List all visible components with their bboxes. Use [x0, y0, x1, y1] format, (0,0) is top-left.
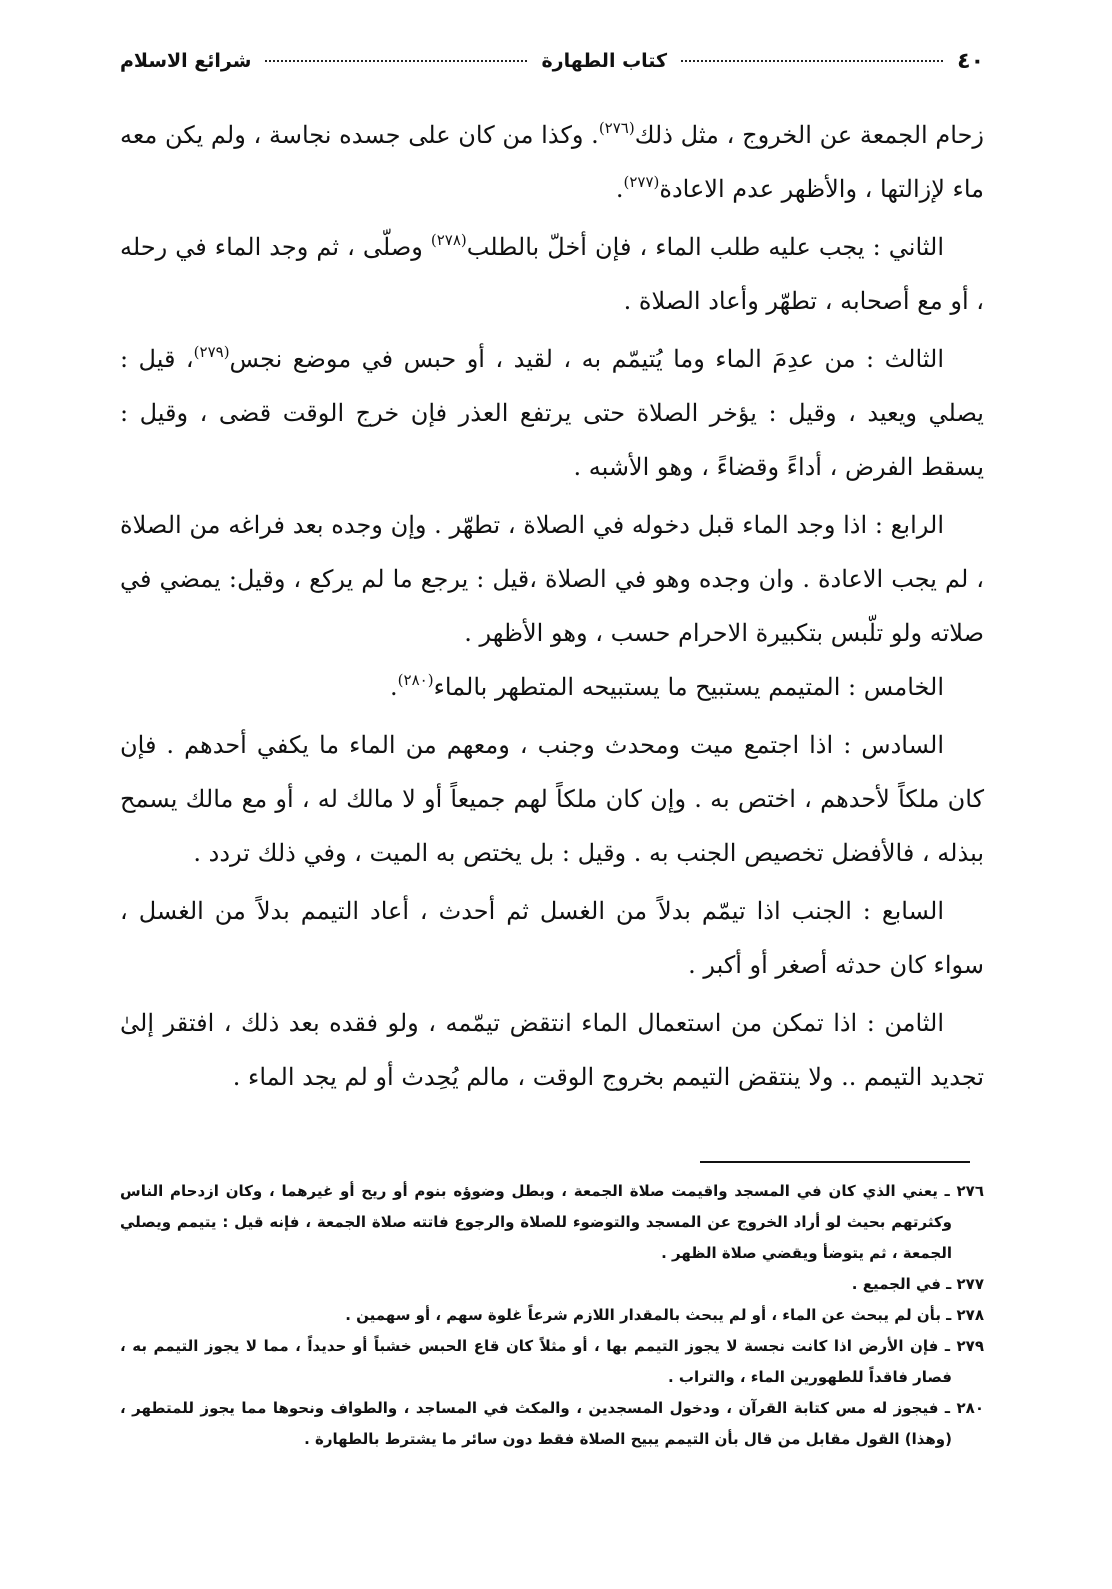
text-run: وصلّى ، ثم وجد الماء في رحله ، أو مع أصحابه ، تطهّر وأعاد الصلاة .: [120, 233, 984, 315]
footnote-ref-280[interactable]: (٢٨٠): [397, 671, 434, 689]
text-run: الثاني : يجب عليه طلب الماء ، فإن أخلّ بالطلب: [466, 233, 944, 261]
footnote-276: ٢٧٦ ـ يعني الذي كان في المسجد واقيمت صلاة الجمعة ، وبطل وضوؤه بنوم أو ريح أو غيرهما ، وكان ازدحام الناس وكثرتهم بحيث لو أراد الخروج عن المسجد والتوضوء للصلاة والرجوع فاتته صلاة الجمعة ، فإنه قيل : يتيمم ويصلي الجمعة ، ثم يتوضأ ويقضي صلاة الظهر .: [120, 1182, 984, 1262]
footnote-ref-276[interactable]: (٢٧٦): [598, 119, 635, 137]
footnote-separator: [700, 1161, 970, 1163]
main-text: [120, 108, 984, 1104]
footnotes: [120, 1176, 984, 1455]
footnote-ref-279[interactable]: (٢٧٩): [193, 343, 230, 361]
paragraph-fourth: الرابع : اذا وجد الماء قبل دخوله في الصلاة ، تطهّر . وإن وجده بعد فراغه من الصلاة ، لم يجب الاعادة . وان وجده وهو في الصلاة ،قيل : يرجع ما لم يركع ، وقيل: يمضي في صلاته ولو تلّبس بتكبيرة الاحرام حسب ، وهو الأظهر .: [120, 511, 984, 647]
paragraph-eighth: الثامن : اذا تمكن من استعمال الماء انتقض تيمّمه ، ولو فقده بعد ذلك ، افتقر إلىٰ تجديد التيمم .. ولا ينتقض التيمم بخروج الوقت ، مالم يُحِدث أو لم يجد الماء .: [120, 1009, 984, 1091]
header-leader-dots: [265, 60, 527, 62]
footnote-280: ٢٨٠ ـ فيجوز له مس كتابة القرآن ، ودخول المسجدين ، والمكث في المساجد ، والطواف ونحوها مما يجوز للمتطهر ، (وهذا) القول مقابل من قال بأن التيمم يبيح الصلاة فقط دون سائر ما يشترط بالطهارة .: [120, 1399, 984, 1448]
paragraph-sixth: السادس : اذا اجتمع ميت ومحدث وجنب ، ومعهم من الماء ما يكفي أحدهم . فإن كان ملكاً لأحدهم ، اختص به . وإن كان ملكاً لهم جميعاً أو لا مالك له ، أو مع مالك يسمح ببذله ، فالأفضل تخصيص الجنب به . وقيل : بل يختص به الميت ، وفي ذلك تردد .: [120, 731, 985, 867]
header-leader-dots: [681, 60, 943, 62]
footnote-279: ٢٧٩ ـ فإن الأرض اذا كانت نجسة لا يجوز التيمم بها ، أو مثلاً كان قاع الحبس خشباً أو حديداً ، مما لا يجوز التيمم به ، فصار فاقداً للطهورين الماء ، والتراب .: [120, 1337, 984, 1386]
paragraph-fifth: [120, 660, 984, 714]
book-title: شرائع الاسلام: [119, 50, 252, 72]
text-run: .: [615, 175, 624, 203]
text-run: زحام الجمعة عن الخروج ، مثل ذلك: [634, 121, 985, 149]
paragraph-second: [120, 220, 984, 328]
page-number: ٤٠: [957, 48, 984, 74]
footnote-277: ٢٧٧ ـ في الجميع .: [851, 1275, 984, 1293]
chapter-title: كتاب الطهارة: [541, 50, 668, 72]
running-header: [120, 44, 984, 78]
text-run: . وكذا من كان على جسده نجاسة ، ولم يكن معه ماء لإزالتها ، والأظهر عدم الاعادة: [120, 121, 984, 203]
paragraph-seventh: السابع : الجنب اذا تيمّم بدلاً من الغسل ثم أحدث ، أعاد التيمم بدلاً من الغسل ، سواء كان حدثه أصغر أو أكبر .: [120, 897, 984, 979]
paragraph-continuation: [120, 108, 984, 216]
footnote-278: ٢٧٨ ـ بأن لم يبحث عن الماء ، أو لم يبحث بالمقدار اللازم شرعاً غلوة سهم ، أو سهمين .: [345, 1306, 984, 1324]
text-run: الخامس : المتيمم يستبيح ما يستبيحه المتطهر بالماء: [433, 673, 944, 701]
text-run: الثالث : من عدِمَ الماء وما يُتيمّم به ، لقيد ، أو حبس في موضع نجس: [229, 345, 945, 373]
text-run: .: [390, 673, 398, 701]
paragraph-third: [120, 332, 984, 494]
footnote-ref-277[interactable]: (٢٧٧): [623, 173, 660, 191]
footnote-ref-278[interactable]: (٢٧٨): [430, 231, 467, 249]
text-run: ، قيل : يصلي ويعيد ، وقيل : يؤخر الصلاة حتى يرتفع العذر فإن خرج الوقت قضى ، وقيل : يسقط الفرض ، أداءً وقضاءً ، وهو الأشبه .: [120, 345, 984, 481]
